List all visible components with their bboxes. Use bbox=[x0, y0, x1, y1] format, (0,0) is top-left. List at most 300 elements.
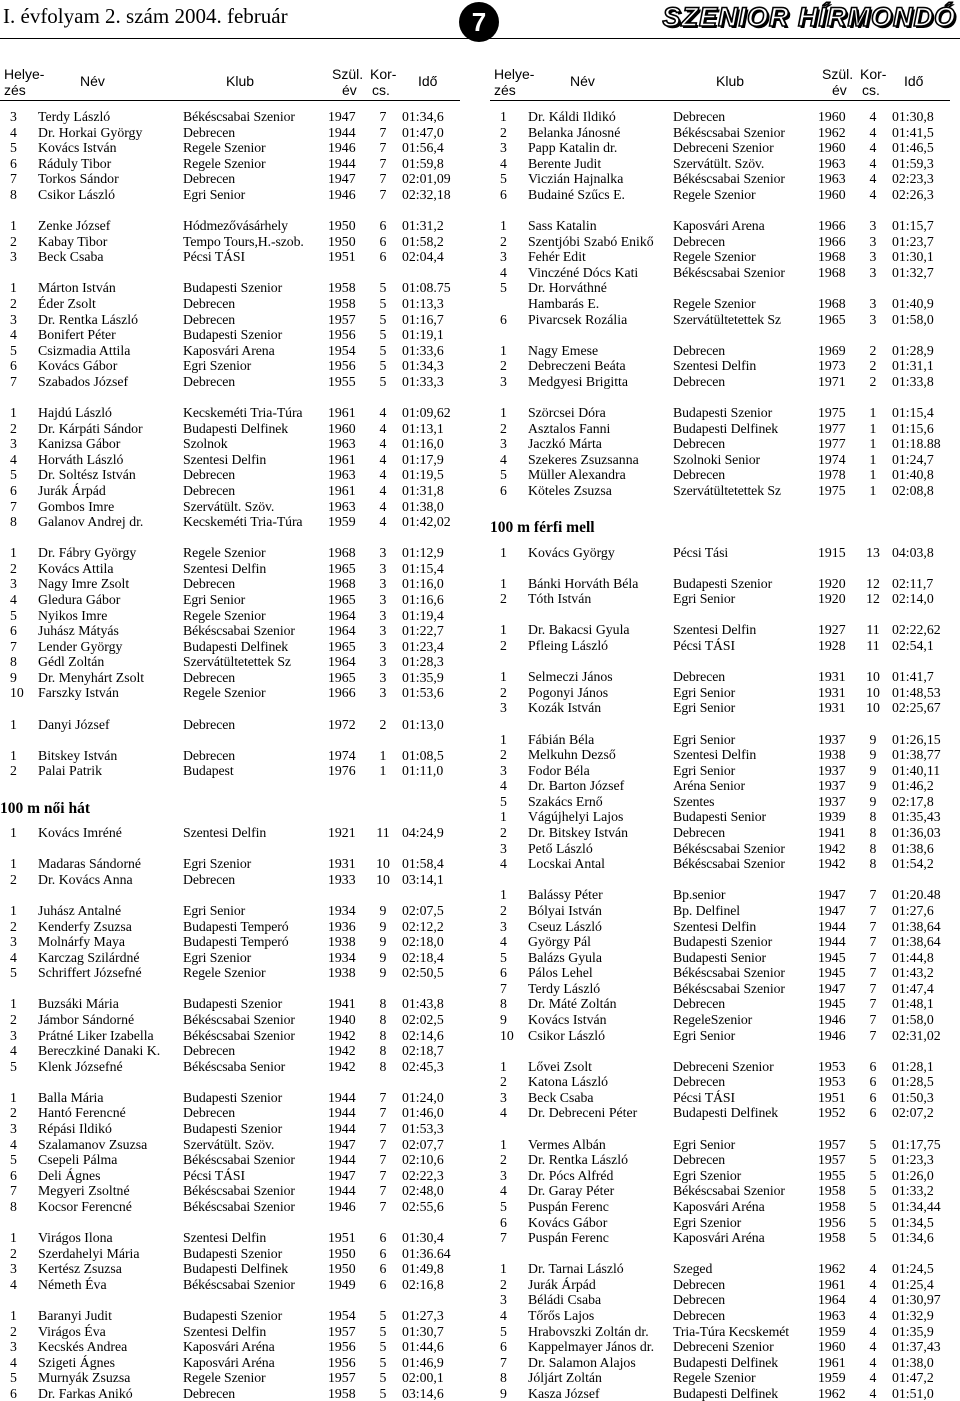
cell-time: 01:46,0 bbox=[402, 1105, 444, 1121]
cell-name: Budainé Szűcs E. bbox=[528, 186, 625, 202]
result-row bbox=[0, 140, 460, 156]
result-row bbox=[490, 747, 950, 763]
cell-time: 01:35,9 bbox=[402, 669, 444, 685]
result-row bbox=[0, 156, 460, 172]
cell-age-group: 10 bbox=[866, 684, 880, 700]
cell-place: 1 bbox=[10, 405, 17, 421]
cell-name: Dr. Farkas Anikó bbox=[38, 1385, 133, 1401]
cell-place: 8 bbox=[500, 1370, 507, 1386]
cell-age-group: 9 bbox=[869, 778, 877, 794]
cell-place: 5 bbox=[10, 1152, 17, 1168]
cell-time: 01:32,9 bbox=[892, 1308, 934, 1323]
result-row bbox=[0, 1246, 460, 1262]
cell-age-group: 5 bbox=[379, 1370, 387, 1386]
cell-birth-year: 1968 bbox=[328, 545, 356, 561]
cell-name: Dr. Bitskey István bbox=[528, 825, 629, 841]
cell-birth-year: 1964 bbox=[328, 623, 356, 639]
cell-name: Dr. Soltész István bbox=[38, 467, 136, 483]
cell-club: Kaposvári Aréna bbox=[673, 1198, 765, 1214]
cell-place: 3 bbox=[500, 249, 507, 265]
cell-time: 02:25,67 bbox=[892, 700, 941, 716]
cell-birth-year: 1962 bbox=[818, 1261, 846, 1277]
cell-name: Dr. Tarnai László bbox=[528, 1261, 624, 1277]
cell-club: Regele Szenior bbox=[673, 1370, 756, 1386]
cell-club: Budapesti Delfinek bbox=[673, 1385, 779, 1401]
cell-birth-year: 1946 bbox=[328, 1198, 356, 1214]
result-row bbox=[490, 856, 950, 872]
cell-club: Szervátültetettek Sz bbox=[183, 654, 291, 670]
cell-birth-year: 1950 bbox=[328, 218, 356, 234]
cell-club: Budapesti Szenior bbox=[183, 280, 283, 296]
cell-birth-year: 1957 bbox=[328, 1370, 356, 1386]
cell-age-group: 8 bbox=[869, 809, 877, 825]
cell-name: Kovács Attila bbox=[38, 560, 114, 576]
cell-name: Katona László bbox=[528, 1074, 609, 1090]
header-age-line2: cs. bbox=[372, 82, 390, 98]
cell-time: 01:44,6 bbox=[402, 1339, 444, 1355]
cell-club: Debreceni Szenior bbox=[673, 1058, 774, 1074]
cell-club: Szervátültetettek Sz bbox=[673, 311, 781, 327]
cell-name: Kecskés Andrea bbox=[38, 1339, 128, 1355]
cell-age-group: 4 bbox=[379, 405, 387, 421]
cell-name: Kozák István bbox=[528, 700, 602, 716]
result-row bbox=[490, 234, 950, 250]
cell-birth-year: 1964 bbox=[328, 607, 356, 623]
cell-name: Hajdú László bbox=[38, 405, 112, 421]
header-birth-line1: Szül. bbox=[822, 66, 854, 82]
cell-place: 2 bbox=[500, 1276, 507, 1292]
cell-age-group: 13 bbox=[866, 544, 880, 560]
cell-place: 6 bbox=[10, 155, 17, 171]
cell-time: 01:23,7 bbox=[892, 233, 934, 249]
cell-place: 2 bbox=[500, 420, 507, 436]
cell-name: Karczag Szilárdné bbox=[38, 949, 140, 965]
cell-age-group: 3 bbox=[379, 591, 387, 607]
result-row bbox=[0, 748, 460, 764]
result-row bbox=[0, 1012, 460, 1028]
cell-birth-year: 1963 bbox=[328, 467, 356, 483]
cell-name: Dr. Fábry György bbox=[38, 545, 137, 561]
cell-age-group: 7 bbox=[869, 996, 877, 1012]
result-row bbox=[0, 1308, 460, 1324]
result-row bbox=[490, 436, 950, 452]
result-row bbox=[0, 187, 460, 203]
result-row bbox=[0, 171, 460, 187]
cell-age-group: 6 bbox=[379, 249, 387, 265]
header-club: Klub bbox=[716, 73, 745, 89]
cell-time: 01:30,4 bbox=[402, 1230, 444, 1246]
cell-time: 02:32,18 bbox=[402, 186, 451, 202]
cell-age-group: 7 bbox=[869, 1027, 877, 1043]
cell-place: 1 bbox=[500, 1261, 507, 1277]
cell-birth-year: 1934 bbox=[328, 902, 356, 918]
cell-name: Gombos Imre bbox=[38, 498, 115, 514]
cell-place: 10 bbox=[10, 685, 24, 701]
cell-name: Viczián Hajnalka bbox=[528, 171, 624, 187]
cell-name: Galanov Andrej dr. bbox=[38, 514, 144, 530]
cell-time: 02:12,2 bbox=[402, 918, 444, 934]
cell-age-group: 7 bbox=[379, 186, 387, 202]
cell-place: 7 bbox=[10, 498, 17, 514]
table-header-left bbox=[0, 64, 460, 101]
cell-age-group: 4 bbox=[869, 1308, 877, 1323]
result-row bbox=[490, 280, 950, 296]
cell-birth-year: 1961 bbox=[818, 1354, 846, 1370]
result-row bbox=[0, 685, 460, 701]
result-row bbox=[490, 374, 950, 390]
cell-club: Kecskeméti Tria-Túra bbox=[183, 405, 303, 421]
cell-club: Budapesti Senior bbox=[673, 949, 767, 965]
cell-time: 01:48,1 bbox=[892, 996, 934, 1012]
cell-birth-year: 1975 bbox=[818, 482, 846, 498]
cell-place: 2 bbox=[500, 1074, 507, 1090]
cell-time: 01:41,5 bbox=[892, 124, 934, 140]
cell-birth-year: 1942 bbox=[818, 840, 846, 856]
cell-age-group: 4 bbox=[869, 1323, 877, 1339]
cell-club: Békéscsabai Szenior bbox=[673, 264, 785, 280]
cell-place: 9 bbox=[500, 1385, 507, 1401]
cell-club: RegeleSzenior bbox=[673, 1011, 753, 1027]
cell-name: Köteles Zsuzsa bbox=[528, 482, 612, 498]
cell-birth-year: 1958 bbox=[818, 1183, 846, 1199]
cell-name: Balássy Péter bbox=[528, 887, 603, 903]
cell-club: Budapesti Szenior bbox=[183, 1089, 283, 1105]
cell-place: 3 bbox=[500, 436, 507, 452]
cell-time: 01:23,4 bbox=[402, 638, 444, 654]
cell-birth-year: 1931 bbox=[328, 856, 356, 872]
cell-birth-year: 1977 bbox=[818, 436, 846, 452]
cell-place: 4 bbox=[10, 1354, 17, 1370]
cell-place: 1 bbox=[500, 1136, 507, 1152]
cell-time: 01:34,3 bbox=[402, 358, 444, 374]
cell-name: Kovács István bbox=[38, 140, 117, 156]
result-row bbox=[0, 436, 460, 452]
cell-birth-year: 1958 bbox=[818, 1230, 846, 1246]
cell-birth-year: 1958 bbox=[818, 1198, 846, 1214]
cell-club: Budapesti Szenior bbox=[183, 1245, 283, 1261]
cell-place: 3 bbox=[10, 311, 17, 327]
cell-birth-year: 1944 bbox=[328, 1089, 356, 1105]
cell-birth-year: 1978 bbox=[818, 467, 846, 483]
result-row bbox=[0, 467, 460, 483]
cell-time: 02:11,7 bbox=[892, 575, 934, 591]
cell-age-group: 7 bbox=[379, 1198, 387, 1214]
cell-age-group: 1 bbox=[869, 420, 877, 436]
result-row bbox=[0, 950, 460, 966]
cell-place: 3 bbox=[10, 576, 17, 592]
cell-age-group: 5 bbox=[379, 1385, 387, 1401]
cell-club: Kaposvári Arena bbox=[183, 342, 275, 358]
cell-club: Szervátült. Szöv. bbox=[183, 1136, 275, 1152]
result-row bbox=[0, 1090, 460, 1106]
cell-club: Debrecen bbox=[183, 295, 236, 311]
cell-place: 4 bbox=[500, 155, 507, 171]
cell-club: Debrecen bbox=[183, 467, 236, 483]
results-column-right bbox=[490, 64, 950, 1401]
cell-place: 3 bbox=[10, 934, 17, 950]
cell-name: Jurák Árpád bbox=[528, 1276, 596, 1292]
cell-time: 02:07,2 bbox=[892, 1105, 934, 1121]
cell-name: Dr. Bakacsi Gyula bbox=[528, 622, 630, 638]
cell-time: 01:16,0 bbox=[402, 576, 444, 592]
cell-age-group: 9 bbox=[869, 762, 877, 778]
cell-age-group: 5 bbox=[869, 1230, 877, 1246]
cell-age-group: 4 bbox=[869, 186, 877, 202]
cell-time: 02:55,6 bbox=[402, 1198, 444, 1214]
cell-club: Debrecen bbox=[183, 576, 236, 592]
cell-age-group: 4 bbox=[379, 482, 387, 498]
cell-age-group: 5 bbox=[379, 311, 387, 327]
cell-name: Fábián Béla bbox=[528, 731, 595, 747]
cell-club: Regele Szenior bbox=[183, 607, 266, 623]
cell-name: Vinczéné Dócs Kati bbox=[528, 264, 639, 280]
cell-club: Debrecen bbox=[183, 1385, 236, 1401]
cell-time: 01:34,44 bbox=[892, 1198, 941, 1214]
result-row bbox=[490, 249, 950, 265]
cell-birth-year: 1934 bbox=[328, 949, 356, 965]
result-row bbox=[0, 280, 460, 296]
cell-birth-year: 1968 bbox=[818, 264, 846, 280]
result-row bbox=[0, 1261, 460, 1277]
cell-club: Budapesti Delfinek bbox=[673, 420, 779, 436]
cell-place: 6 bbox=[500, 186, 507, 202]
cell-birth-year: 1942 bbox=[328, 1027, 356, 1043]
cell-club: Szentesi Delfin bbox=[183, 451, 267, 467]
cell-age-group: 4 bbox=[379, 514, 387, 530]
result-row bbox=[490, 1308, 950, 1324]
cell-age-group: 6 bbox=[379, 1245, 387, 1261]
cell-age-group: 5 bbox=[379, 280, 387, 296]
cell-time: 01:08.75 bbox=[402, 280, 451, 296]
cell-place: 5 bbox=[500, 280, 507, 296]
cell-place: 7 bbox=[10, 373, 17, 389]
cell-birth-year: 1946 bbox=[328, 140, 356, 156]
cell-place: 6 bbox=[10, 482, 17, 498]
cell-name: Müller Alexandra bbox=[528, 467, 626, 483]
cell-age-group: 4 bbox=[379, 451, 387, 467]
cell-name: Kenderfy Zsuzsa bbox=[38, 918, 132, 934]
cell-place: 3 bbox=[10, 109, 17, 124]
cell-birth-year: 1974 bbox=[328, 747, 356, 763]
cell-name: Szerdahelyi Mária bbox=[38, 1245, 140, 1261]
cell-club: Egri Szenior bbox=[183, 949, 252, 965]
cell-age-group: 4 bbox=[869, 1370, 877, 1386]
result-row bbox=[0, 218, 460, 234]
cell-birth-year: 1965 bbox=[328, 638, 356, 654]
cell-name: Fehér Edit bbox=[528, 249, 586, 265]
cell-club: Egri Szenior bbox=[183, 856, 252, 872]
cell-age-group: 4 bbox=[869, 1339, 877, 1355]
cell-place: 3 bbox=[500, 1089, 507, 1105]
cell-age-group: 7 bbox=[869, 934, 877, 950]
cell-name: Jámbor Sándorné bbox=[38, 1011, 135, 1027]
cell-time: 01:26,15 bbox=[892, 731, 941, 747]
cell-place: 3 bbox=[10, 1339, 17, 1355]
cell-place: 2 bbox=[10, 295, 17, 311]
cell-club: Szervátült. Szöv. bbox=[183, 498, 275, 514]
cell-place: 3 bbox=[500, 373, 507, 389]
cell-birth-year: 1947 bbox=[328, 1136, 356, 1152]
cell-birth-year: 1941 bbox=[818, 825, 846, 841]
cell-birth-year: 1959 bbox=[328, 514, 356, 530]
cell-age-group: 7 bbox=[379, 1089, 387, 1105]
cell-name: Balla Mária bbox=[38, 1089, 104, 1105]
cell-time: 01:35,9 bbox=[892, 1323, 934, 1339]
cell-club: Budapesti Szenior bbox=[183, 1308, 283, 1323]
cell-age-group: 7 bbox=[869, 949, 877, 965]
cell-birth-year: 1951 bbox=[818, 1089, 846, 1105]
result-row bbox=[490, 358, 950, 374]
cell-name: Tőrős Lajos bbox=[528, 1308, 595, 1323]
cell-club: Békéscsabai Szenior bbox=[673, 1183, 785, 1199]
cell-birth-year: 1944 bbox=[328, 1121, 356, 1137]
cell-club: Debrecen bbox=[673, 233, 726, 249]
cell-age-group: 6 bbox=[869, 1074, 877, 1090]
cell-name: Szigeti Ágnes bbox=[38, 1354, 116, 1370]
cell-name: Dr. Garay Péter bbox=[528, 1183, 615, 1199]
cell-time: 01:38,64 bbox=[892, 918, 941, 934]
cell-place: 4 bbox=[500, 264, 507, 280]
cell-age-group: 4 bbox=[379, 467, 387, 483]
cell-place: 3 bbox=[10, 1121, 17, 1137]
cell-club: Békéscsabai Szenior bbox=[673, 965, 785, 981]
cell-place: 6 bbox=[500, 1339, 507, 1355]
cell-name: Dr. Kárpáti Sándor bbox=[38, 420, 143, 436]
cell-name: Dr. Debreceni Péter bbox=[528, 1105, 638, 1121]
cell-club: Egri Senior bbox=[183, 186, 246, 202]
cell-name: Dr. Máté Zoltán bbox=[528, 996, 617, 1012]
cell-club: Debrecen bbox=[673, 1292, 726, 1308]
cell-age-group: 5 bbox=[379, 1323, 387, 1339]
cell-age-group: 5 bbox=[379, 342, 387, 358]
cell-time: 01:43,2 bbox=[892, 965, 934, 981]
cell-club: Békéscsaba Senior bbox=[183, 1058, 286, 1074]
cell-club: Budapesti Szenior bbox=[673, 405, 773, 421]
result-row bbox=[0, 919, 460, 935]
cell-place: 3 bbox=[500, 840, 507, 856]
result-row bbox=[490, 1059, 950, 1075]
cell-name: Palai Patrik bbox=[38, 763, 102, 779]
cell-place: 5 bbox=[10, 140, 17, 156]
cell-name: Kertész Zsuzsa bbox=[38, 1261, 122, 1277]
cell-name: Torkos Sándor bbox=[38, 171, 119, 187]
cell-place: 1 bbox=[500, 218, 507, 234]
cell-place: 2 bbox=[500, 1152, 507, 1168]
cell-birth-year: 1957 bbox=[818, 1152, 846, 1168]
cell-birth-year: 1946 bbox=[328, 186, 356, 202]
cell-place: 1 bbox=[10, 1089, 17, 1105]
cell-club: Budapesti Temperó bbox=[183, 918, 289, 934]
cell-name: Beck Csaba bbox=[38, 249, 104, 265]
cell-place: 2 bbox=[10, 560, 17, 576]
cell-birth-year: 1956 bbox=[328, 327, 356, 343]
cell-club: Kaposvári Aréna bbox=[673, 1230, 765, 1246]
cell-time: 01:20.48 bbox=[892, 887, 941, 903]
cell-place: 4 bbox=[500, 856, 507, 872]
cell-name: György Pál bbox=[528, 934, 591, 950]
cell-club: Pécsi TÁSI bbox=[673, 1089, 735, 1105]
cell-name: Csepeli Pálma bbox=[38, 1152, 118, 1168]
cell-birth-year: 1928 bbox=[818, 638, 846, 654]
cell-club: Egri Szenior bbox=[183, 358, 252, 374]
cell-birth-year: 1954 bbox=[328, 1308, 356, 1323]
cell-club: Békéscsabai Szenior bbox=[183, 1011, 295, 1027]
result-row bbox=[490, 218, 950, 234]
cell-place: 2 bbox=[500, 747, 507, 763]
cell-time: 01:31,2 bbox=[402, 218, 444, 234]
cell-time: 02:04,4 bbox=[402, 249, 444, 265]
cell-time: 01:11,0 bbox=[402, 763, 444, 779]
cell-age-group: 10 bbox=[866, 669, 880, 685]
cell-name: Papp Katalin dr. bbox=[528, 140, 618, 156]
result-row bbox=[490, 934, 950, 950]
result-row bbox=[490, 1074, 950, 1090]
cell-name: Kovács György bbox=[528, 544, 615, 560]
cell-birth-year: 1937 bbox=[818, 731, 846, 747]
cell-club: Budapest bbox=[183, 763, 234, 779]
cell-club: Tria-Túra Kecskemét bbox=[673, 1323, 789, 1339]
result-row bbox=[490, 825, 950, 841]
cell-club: Debreceni Szenior bbox=[673, 1339, 774, 1355]
cell-age-group: 7 bbox=[869, 980, 877, 996]
result-row bbox=[490, 109, 950, 125]
cell-name: Dr. Horkai György bbox=[38, 124, 143, 140]
cell-time: 01:34,5 bbox=[892, 1214, 934, 1230]
cell-birth-year: 1959 bbox=[818, 1323, 846, 1339]
cell-time: 01:56,4 bbox=[402, 140, 444, 156]
cell-name: Szörcsei Dóra bbox=[528, 405, 606, 421]
cell-name: Horváth László bbox=[38, 451, 124, 467]
cell-age-group: 7 bbox=[379, 1105, 387, 1121]
cell-name: Dr. Pócs Alfréd bbox=[528, 1167, 614, 1183]
cell-place: 4 bbox=[500, 1308, 507, 1323]
cell-name: Kovács István bbox=[528, 1011, 607, 1027]
cell-place: 5 bbox=[500, 793, 507, 809]
cell-birth-year: 1944 bbox=[328, 155, 356, 171]
cell-birth-year: 1945 bbox=[818, 965, 846, 981]
result-row bbox=[0, 639, 460, 655]
result-row bbox=[490, 296, 950, 312]
cell-age-group: 6 bbox=[379, 1230, 387, 1246]
cell-age-group: 9 bbox=[869, 731, 877, 747]
cell-age-group: 9 bbox=[379, 918, 387, 934]
results-column-left bbox=[0, 64, 460, 1401]
cell-name: Terdy László bbox=[38, 109, 111, 124]
cell-place: 7 bbox=[500, 1230, 507, 1246]
cell-place: 1 bbox=[500, 731, 507, 747]
cell-club: Egri Senior bbox=[673, 1027, 736, 1043]
cell-birth-year: 1944 bbox=[328, 1183, 356, 1199]
cell-club: Egri Senior bbox=[673, 762, 736, 778]
masthead-logo: SZENIOR HÍRMONDÓ bbox=[662, 2, 956, 32]
cell-birth-year: 1958 bbox=[328, 280, 356, 296]
result-row bbox=[0, 903, 460, 919]
result-row bbox=[490, 1137, 950, 1153]
cell-time: 01:12,9 bbox=[402, 545, 444, 561]
cell-age-group: 7 bbox=[869, 1011, 877, 1027]
cell-club: Békéscsabai Szenior bbox=[183, 1198, 295, 1214]
cell-time: 01:51,0 bbox=[892, 1385, 934, 1401]
cell-birth-year: 1944 bbox=[328, 1152, 356, 1168]
cell-age-group: 9 bbox=[869, 747, 877, 763]
cell-time: 01:15,6 bbox=[892, 420, 934, 436]
cell-age-group: 7 bbox=[379, 124, 387, 140]
cell-time: 02:08,8 bbox=[892, 482, 934, 498]
result-row bbox=[490, 452, 950, 468]
cell-club: Szentesi Delfin bbox=[183, 1230, 267, 1246]
cell-time: 01:19,1 bbox=[402, 327, 444, 343]
cell-club: Pécsi TÁSI bbox=[183, 1167, 245, 1183]
